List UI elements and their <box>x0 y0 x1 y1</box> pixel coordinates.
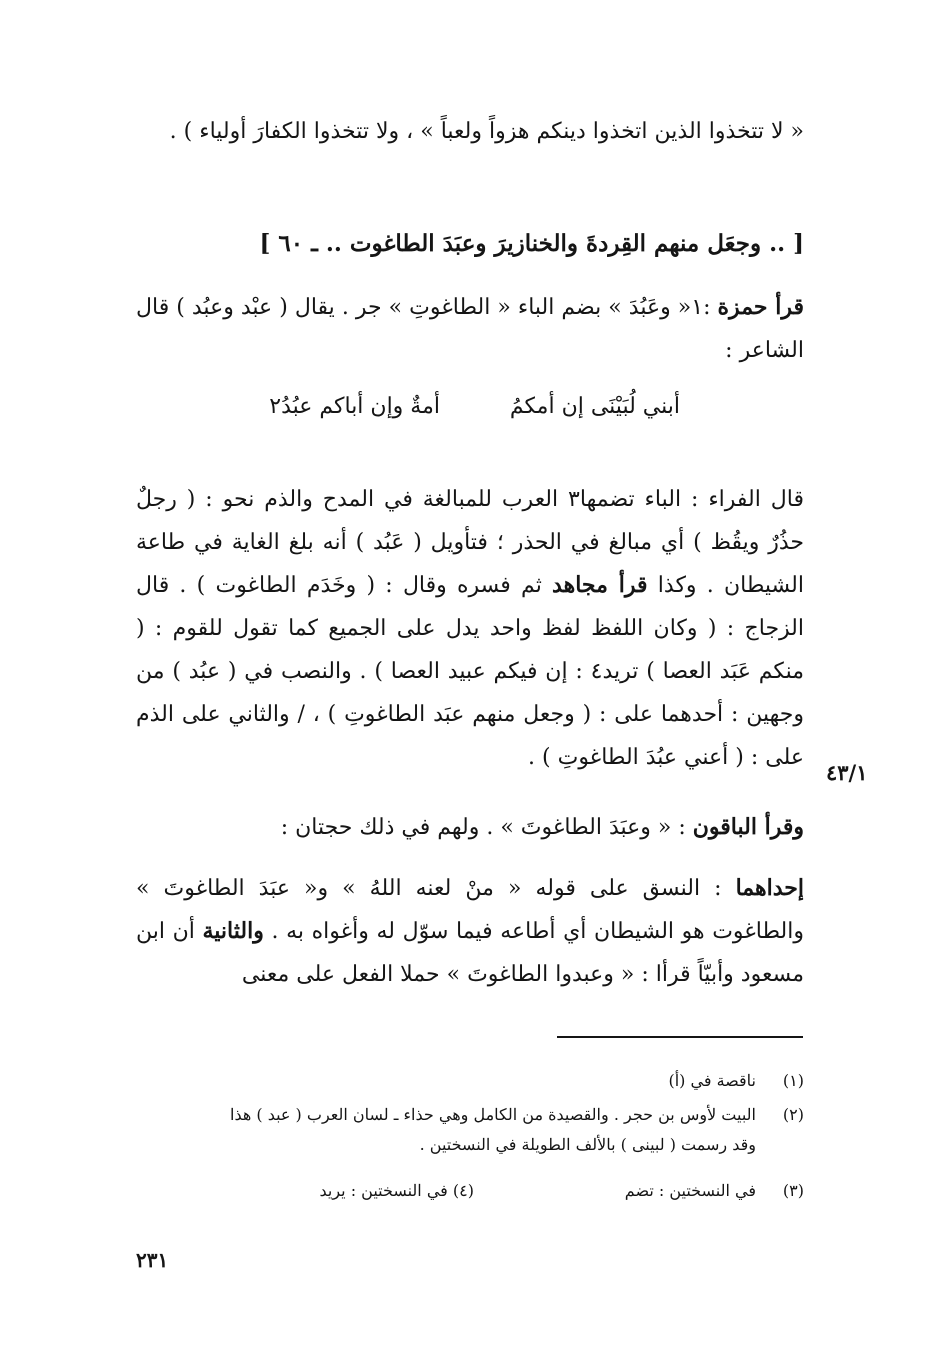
paragraph-farra-text-b: ثم فسره وقال : ( وخَدَم الطاغوت ) . قال الزجاج : ( وكان اللفظ لفظ واحد يدل على الجميع كما تقول للقوم : ( منكم عَبَد العصا ) تريد٤ : إن فيكم عبيد العصا ) . والنصب في ( عبُد ) من وجهين : أحدهما على : ( وجعل منهم عبَد الطاغوتِ ) ، / والثاني على الذم على : ( أعني عبُدَ الطاغوتِ ) . <box>136 573 804 770</box>
footnote-3-number: (٣) <box>782 1181 804 1200</box>
footnote-2-text-continued: وقد رسمت ( لبينى ) بالألف الطويلة في النسختين . <box>419 1135 756 1154</box>
paragraph-hamza-reading <box>136 286 804 372</box>
verse-heading <box>136 222 804 265</box>
label-second: والثانية <box>202 918 264 944</box>
paragraph-first-argument <box>136 867 804 996</box>
paragraph-others-reading <box>136 806 804 849</box>
poem-second-hemistich: أمةٌ وإن أباكم عبُدُ٢ <box>269 394 440 419</box>
paragraph-first-text: : النسق على قوله « منْ لعنه اللهُ » و« عبَدَ الطاغوتَ » والطاغوت هو الشيطان أي أطاعه فيما سوّل له وأغواه به . <box>136 876 804 944</box>
poem-first-hemistich: أبني لُبَيْنَى إن أمكمُ <box>509 394 680 419</box>
footnote-separator <box>557 1036 803 1038</box>
footnote-2-text: البيت لأوس بن حجر . والقصيدة من الكامل وهي حذاء ـ لسان العرب ( عبد ) هذا <box>230 1105 756 1124</box>
footnote-1-number: (١) <box>782 1071 804 1090</box>
footnote-1-text: ناقصة في (أ) <box>668 1071 756 1090</box>
paragraph-hamza-text: :١« وعَبُدَ » بضم الباء « الطاغوتِ » جر . يقال ( عبْد وعبُد ) قال الشاعر : <box>136 295 804 363</box>
poetry-verse <box>160 394 760 438</box>
paragraph-farra <box>136 478 804 779</box>
paragraph-farra-text-a: قال الفراء : الباء تضمها٣ العرب للمبالغة في المدح والذم نحو : ( رجلٌ حذُرٌ ويقُظ ) أي مبالغ في الحذر ؛ فتأويل ( عَبُد ) أنه بلغ الغاية في طاعة الشيطان . وكذا <box>136 487 804 598</box>
margin-folio-note: ٤٣/١ <box>826 760 868 785</box>
footnote-4-text: (٤) في النسختين : يريد <box>319 1181 474 1200</box>
paragraph-second-text: أن ابن مسعود وأبيّاً قرأا : « وعبدوا الطاغوتَ » حملا الفعل على معنى <box>136 919 804 987</box>
verse-heading-text: [ .. وجعَل منهم القِردةَ والخنازيرَ وعبَدَ الطاغوت .. ـ ٦٠ ] <box>259 230 804 257</box>
paragraph-quote-text: « لا تتخذوا الذين اتخذوا دينكم هزواً ولعباً » ، ولا تتخذوا الكفارَ أولياء ) . <box>169 119 804 144</box>
footnote-3-text: في النسختين : تضم <box>624 1181 756 1200</box>
page-number: ٢٣١ <box>136 1248 169 1272</box>
label-first: إحداهما <box>735 875 804 901</box>
paragraph-others-text: : « وعبَدَ الطاغوتَ » . ولهم في ذلك حجتان : <box>280 815 693 840</box>
reader-name-hamza: قرأ حمزة <box>717 294 804 320</box>
reader-name-baqun: وقرأ الباقون <box>692 814 804 840</box>
footnote-2-number: (٢) <box>782 1105 804 1124</box>
paragraph-quote <box>136 110 804 153</box>
reader-name-mujahid: قرأ مجاهد <box>552 572 648 598</box>
